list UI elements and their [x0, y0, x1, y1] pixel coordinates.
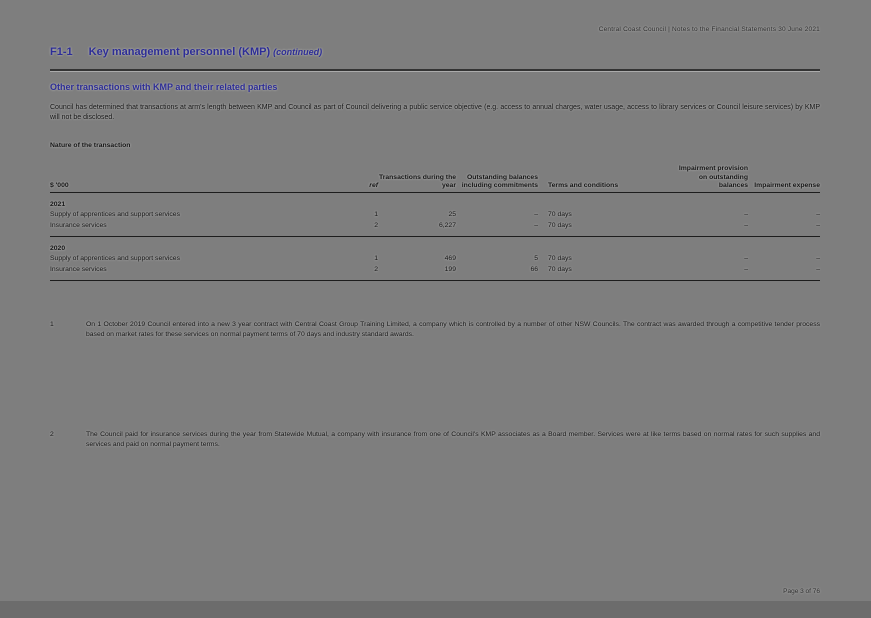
col-header-impairment-expense: Impairment expense	[754, 181, 820, 189]
table-section-2021	[50, 199, 820, 237]
year-label: 2021	[50, 201, 66, 208]
cell-impairment-expense: –	[816, 221, 820, 229]
note-title-text: Key management personnel (KMP)	[88, 46, 271, 58]
year-label: 2020	[50, 245, 66, 252]
cell-impairment-provision: –	[744, 255, 748, 262]
cell-outstanding: –	[534, 211, 538, 218]
running-header: Central Coast Council | Notes to the Financial Statements 30 June 2021	[598, 26, 820, 33]
footnote-ref: 1	[50, 321, 54, 328]
col-header-ref: ref	[369, 181, 378, 189]
cell-transactions: 25	[448, 211, 456, 218]
note-title-suffix: (continued)	[273, 47, 323, 57]
intro-paragraph: Council has determined that transactions at arm's length between KMP and Council as part of Council delivering a public service objective (e.g. access to annual charges, water usage, access to library services or Council leisure services) by KMP will not be disclosed.	[50, 104, 820, 121]
cell-terms: 70 days	[548, 255, 572, 262]
col-header-terms: Terms and conditions	[548, 181, 619, 189]
table-section-2020	[50, 243, 820, 281]
footnote-text: The Council paid for insurance services during the year from Statewide Mutual, a company with insurance from one of Council's KMP associates as a Board member. Services were at like terms based on normal rates for such supplies and services and paid on normal payment terms.	[86, 431, 820, 448]
title-divider	[50, 69, 820, 71]
cell-impairment-provision: –	[744, 221, 748, 229]
cell-terms: 70 days	[548, 211, 572, 218]
table-row	[50, 265, 820, 276]
cell-nature: Insurance services	[50, 221, 107, 229]
footnote-2	[50, 430, 820, 449]
cell-terms: 70 days	[548, 265, 572, 273]
cell-outstanding: 5	[534, 255, 538, 262]
cell-transactions: 6,227	[438, 221, 456, 229]
bottom-band	[0, 601, 871, 618]
cell-nature: Supply of apprentices and support services	[50, 211, 180, 218]
cell-impairment-expense: –	[816, 211, 820, 218]
cell-nature: Insurance services	[50, 265, 107, 273]
cell-outstanding: 66	[530, 265, 538, 273]
cell-ref: 1	[374, 211, 378, 218]
section-subheading: Other transactions with KMP and their related parties	[50, 82, 278, 92]
table-row	[50, 254, 820, 265]
col-header-nature-label: Nature of the transaction	[50, 142, 131, 149]
cell-nature: Supply of apprentices and support services	[50, 255, 180, 262]
cell-impairment-provision: –	[744, 211, 748, 218]
cell-impairment-expense: –	[816, 265, 820, 273]
col-header-outstanding: Outstanding balances including commitments	[461, 173, 538, 189]
col-header-transactions: Transactions during the year	[378, 173, 456, 189]
cell-ref: 2	[374, 221, 378, 229]
cell-transactions: 469	[444, 255, 456, 262]
col-header-unit: $ '000	[50, 181, 69, 189]
cell-ref: 2	[374, 265, 378, 273]
kmp-transactions-table	[50, 142, 820, 281]
col-header-nature	[50, 142, 338, 190]
note-code: F1-1	[50, 46, 73, 58]
footnote-ref: 2	[50, 431, 54, 438]
footnote-1	[50, 320, 820, 339]
cell-terms: 70 days	[548, 221, 572, 229]
cell-transactions: 199	[444, 265, 456, 273]
table-header-row	[50, 142, 820, 193]
table-row	[50, 221, 820, 232]
page-number: Page 3 of 76	[783, 588, 820, 595]
footnote-text: On 1 October 2019 Council entered into a new 3 year contract with Central Coast Group Training Limited, a company which is controlled by a number of other NSW Councils. The contract was awarded through a competitive tender process based on market rates for these services on normal payment terms of 70 days and industry standard awards.	[86, 321, 820, 338]
cell-impairment-provision: –	[744, 265, 748, 273]
table-row	[50, 210, 820, 221]
note-title	[50, 46, 820, 58]
cell-outstanding: –	[534, 221, 538, 229]
cell-impairment-expense: –	[816, 255, 820, 262]
cell-ref: 1	[374, 255, 378, 262]
col-header-impairment-provision: Impairment provision on outstanding balances	[678, 165, 748, 189]
